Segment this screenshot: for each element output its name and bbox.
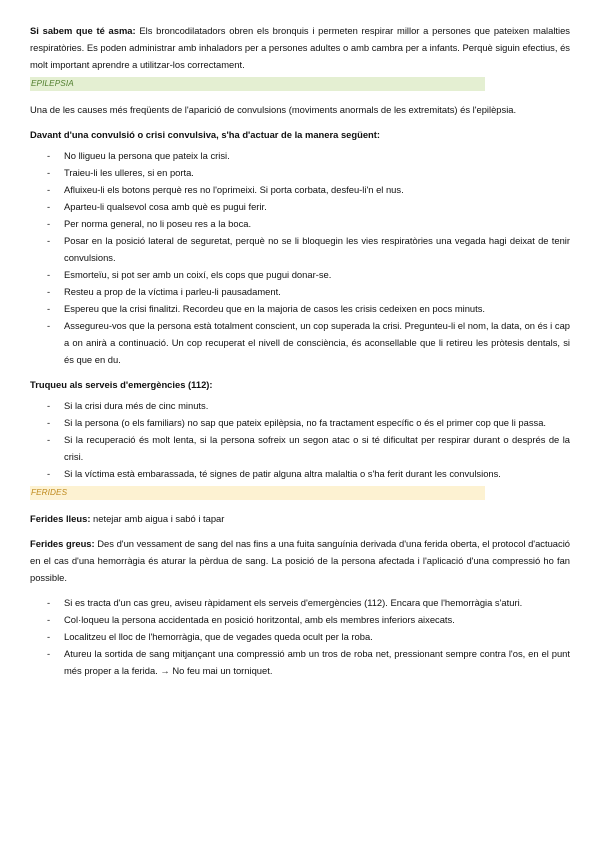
list-item-text: Esmorteïu, si pot ser amb un coixí, els cops que pugui donar-se.	[64, 269, 332, 280]
list-marker: -	[47, 417, 51, 428]
list-item-text: Si la recuperació és molt lenta, si la persona sofreix un segon atac o si té dificultat per respirar durant o després de la crisi.	[64, 434, 570, 462]
list-item	[30, 232, 570, 266]
list-marker: -	[47, 269, 51, 280]
list-item-text: Assegureu-vos que la persona està totalment conscient, un cop superada la crisi. Pregunteu-li el nom, la data, on és i cap a on anirà a continuació. Un cop recuperat el nivell de consciència, és aconsellable que li retireu les pròtesis dentals, si és que en du.	[64, 320, 570, 365]
list-marker: -	[47, 648, 51, 659]
asthma-text: Els broncodilatadors obren els bronquis i permeten respirar millor a persones que pateixen malalties respiratòries. Es poden administrar amb inhaladors per a persones adultes o amb cambra per a infants. Perquè siguin efectius, és molt important aprendre a utilitzar-los correctament.	[30, 25, 570, 70]
list-item	[30, 181, 570, 198]
epilepsy-act-heading: Davant d'una convulsió o crisi convulsiva, s'ha d'actuar de la manera següent:	[30, 129, 381, 140]
severe-wounds-paragraph	[30, 535, 570, 586]
list-marker: -	[47, 303, 51, 314]
epilepsy-call-list	[30, 397, 570, 482]
list-item-text: Afluixeu-li els botons perquè res no l'oprimeixi. Si porta corbata, desfeu-li'n el nus.	[64, 184, 404, 195]
list-marker: -	[47, 434, 51, 445]
severe-wounds-list	[30, 594, 570, 679]
list-item-text: Traieu-li les ulleres, si en porta.	[64, 167, 194, 178]
epilepsy-intro: Una de les causes més freqüents de l'aparició de convulsions (moviments anormals de les extremitats) és l'epilèpsia.	[30, 104, 517, 115]
list-marker: -	[47, 631, 51, 642]
list-item	[30, 198, 570, 215]
epilepsy-act-list	[30, 147, 570, 368]
list-item	[30, 645, 570, 679]
list-marker: -	[47, 150, 51, 161]
list-marker: -	[47, 614, 51, 625]
list-marker: -	[47, 235, 51, 246]
list-item	[30, 317, 570, 368]
minor-wounds-lead: Ferides lleus:	[30, 513, 91, 524]
list-item-text: Localitzeu el lloc de l'hemorràgia, que de vegades queda ocult per la roba.	[64, 631, 373, 642]
severe-wounds-lead: Ferides greus:	[30, 538, 95, 549]
list-item-text: Per norma general, no li poseu res a la boca.	[64, 218, 252, 229]
list-item-text: Si es tracta d'un cas greu, aviseu ràpidament els serveis d'emergències (112). Encara que l'hemorràgia s'aturi.	[64, 597, 523, 608]
list-item	[30, 465, 570, 482]
list-marker: -	[47, 468, 51, 479]
list-item	[30, 147, 570, 164]
severe-wounds-text: Des d'un vessament de sang del nas fins a una fuita sanguínia derivada d'una ferida oberta, el protocol d'actuació en el cas d'una hemorràgia és aturar la pèrdua de sang. La posició de la persona afectada i l'aplicació d'una compressió ho fan possible.	[30, 538, 571, 583]
list-marker: -	[47, 597, 51, 608]
list-item	[30, 300, 570, 317]
list-marker: -	[47, 320, 51, 331]
list-item	[30, 164, 570, 181]
list-item-text: Si la víctima està embarassada, té signes de patir alguna altra malaltia o s'ha ferit durant les convulsions.	[64, 468, 501, 479]
list-marker: -	[47, 286, 51, 297]
list-item	[30, 283, 570, 300]
list-marker: -	[47, 201, 51, 212]
list-marker: -	[47, 184, 51, 195]
list-item-text: Si la persona (o els familiars) no sap que pateix epilèpsia, no fa tractament específic o és el primer cop que li passa.	[64, 417, 547, 428]
list-item	[30, 611, 570, 628]
minor-wounds-text: netejar amb aigua i sabó i tapar	[90, 513, 225, 524]
list-item-text: Posar en la posició lateral de seguretat, perquè no se li bloquegin les vies respiratòries una vegada hagi deixat de tenir convulsions.	[64, 235, 570, 263]
list-item-text: Atureu la sortida de sang mitjançant una compressió amb un tros de roba net, pressionant sempre contra l'os, en el punt més proper a la ferida. → No feu mai un torniquet.	[64, 648, 570, 676]
list-item-text: Si la crisi dura més de cinc minuts.	[64, 400, 209, 411]
list-item-text: Espereu que la crisi finalitzi. Recordeu que en la majoria de casos les crisis cedeixen en pocs minuts.	[64, 303, 486, 314]
minor-wounds-paragraph	[30, 510, 570, 527]
list-item	[30, 414, 570, 431]
section-heading-epilepsy: EPILEPSIA	[30, 77, 485, 91]
document-page	[30, 22, 570, 679]
list-item	[30, 431, 570, 465]
list-item-text: No lligueu la persona que pateix la crisi.	[64, 150, 230, 161]
list-marker: -	[47, 400, 51, 411]
list-item	[30, 594, 570, 611]
list-item	[30, 215, 570, 232]
asthma-lead: Si sabem que té asma:	[30, 25, 136, 36]
list-item	[30, 628, 570, 645]
list-marker: -	[47, 167, 51, 178]
list-marker: -	[47, 218, 51, 229]
list-item	[30, 266, 570, 283]
list-item-text: Aparteu-li qualsevol cosa amb què es pugui ferir.	[64, 201, 267, 212]
list-item	[30, 397, 570, 414]
asthma-paragraph	[30, 22, 570, 73]
list-item-text: Col·loqueu la persona accidentada en posició horitzontal, amb els membres inferiors aixecats.	[64, 614, 455, 625]
epilepsy-call-heading: Truqueu als serveis d'emergències (112):	[30, 379, 213, 390]
list-item-text: Resteu a prop de la víctima i parleu-li pausadament.	[64, 286, 281, 297]
section-heading-wounds: FERIDES	[30, 486, 485, 500]
